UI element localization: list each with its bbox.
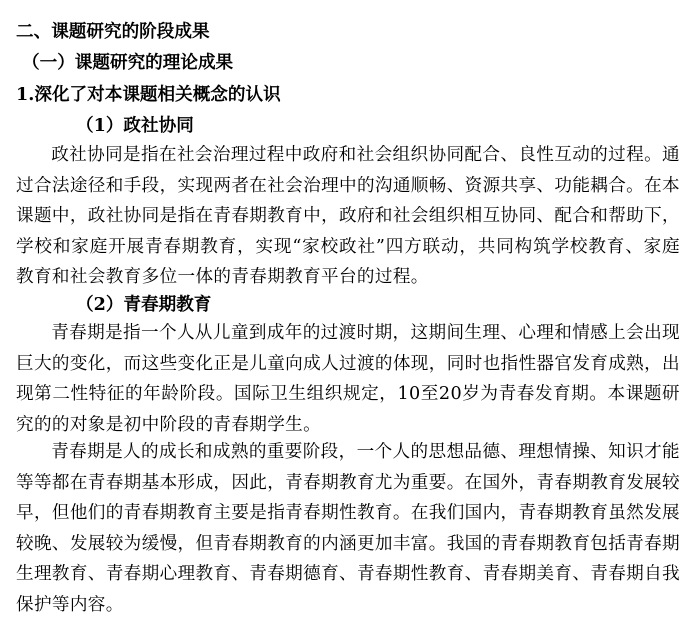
concept-heading-adolescence-education: （2）青春期教育 bbox=[76, 294, 212, 315]
subsection-heading: （一）课题研究的理论成果 bbox=[22, 52, 234, 73]
concept-heading-policy-society: （1）政社协同 bbox=[76, 115, 194, 136]
point-heading: 1.深化了对本课题相关概念的认识 bbox=[16, 84, 281, 105]
concept-paragraph-adolescence-definition: 青春期是指一个人从儿童到成年的过渡时期，这期间生理、心理和情感上会出现巨大的变化，而这些变化正是儿童向成人过渡的体现，同时也指性器官发育成熟，出现第二性特征的年龄阶段。国际卫生组织规定，10至20岁为青春发育期。本课题研究的的对象是初中阶段的青春期学生。 bbox=[16, 323, 680, 435]
concept-paragraph-policy-society: 政社协同是指在社会治理过程中政府和社会组织协同配合、良性互动的过程。通过合法途径和手段，实现两者在社会治理中的沟通顺畅、资源共享、功能耦合。在本课题中，政社协同是指在青春期教育中，政府和社会组织相互协同、配合和帮助下，学校和家庭开展青春期教育，实现“家校政社”四方联动，共同构筑学校教育、家庭教育和社会教育多位一体的青春期教育平台的过程。 bbox=[16, 145, 680, 287]
concept-paragraph-adolescence-importance: 青春期是人的成长和成熟的重要阶段，一个人的思想品德、理想情操、知识才能等等都在青春期基本形成，因此，青春期教育尤为重要。在国外，青春期教育发展较早，但他们的青春期教育主要是指青春期性教育。在我们国内，青春期教育虽然发展较晚、发展较为缓慢，但青春期教育的内涵更加丰富。我国的青春期教育包括青春期生理教育、青春期心理教育、青春期德育、青春期性教育、青春期美育、青春期自我保护等内容。 bbox=[16, 442, 680, 615]
section-heading: 二、课题研究的阶段成果 bbox=[16, 21, 210, 42]
